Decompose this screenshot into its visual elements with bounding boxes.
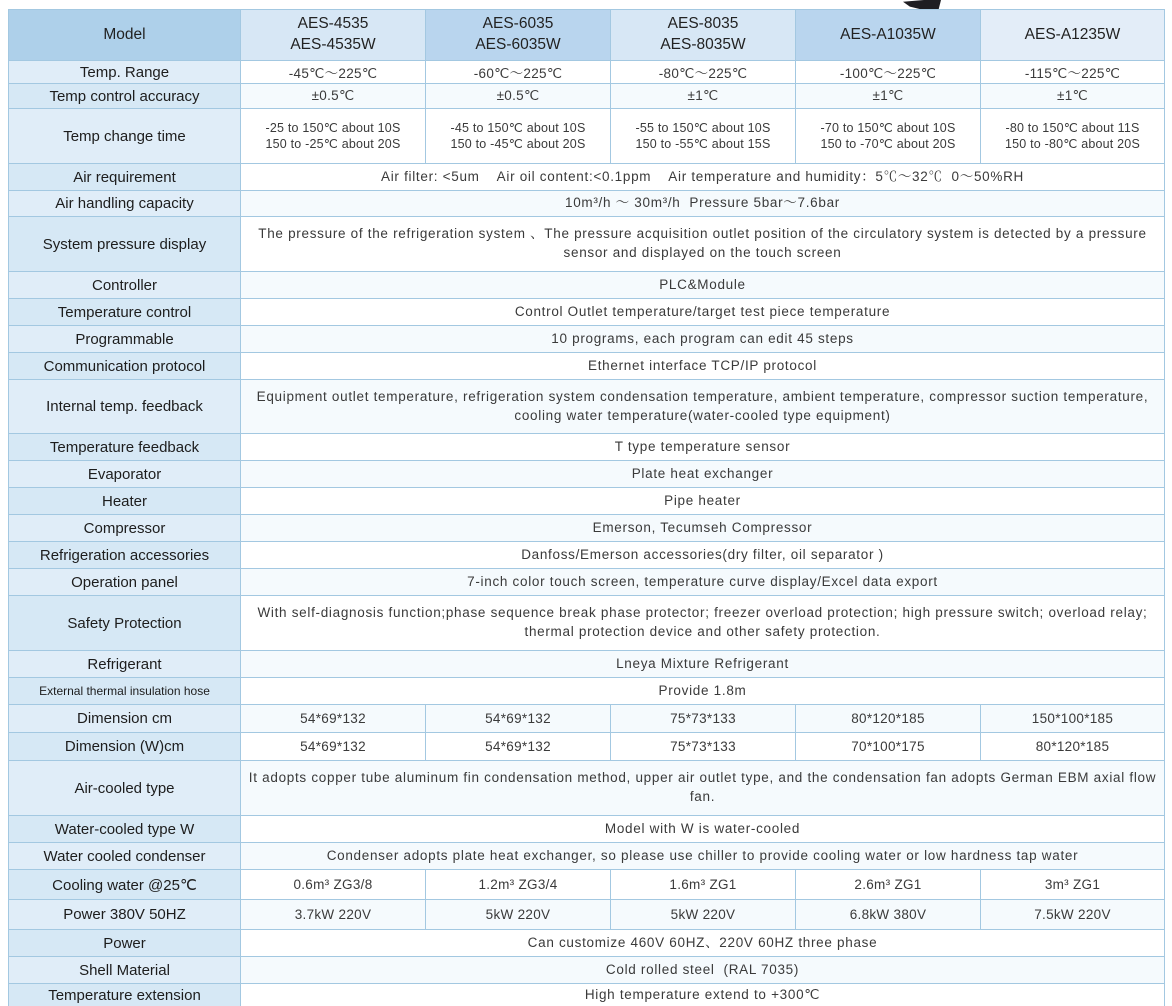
- cell-value: -115℃～225℃: [1024, 66, 1121, 81]
- row-shell-material: [9, 957, 1165, 984]
- cell-value: 3.7kW 220V: [294, 907, 372, 922]
- cell-value: Condenser adopts plate heat exchanger, so please use chiller to provide cooling water or low hardness tap water: [326, 847, 1079, 863]
- model-col-aes4535: [241, 10, 426, 61]
- cell-value: ±1℃: [872, 88, 904, 103]
- row-air-handling: [9, 191, 1165, 217]
- cell-value: 80*120*185: [1035, 739, 1110, 754]
- row-programmable: [9, 326, 1165, 353]
- cell-value: Model with W is water-cooled: [604, 820, 801, 836]
- row-label: Dimension cm: [9, 705, 241, 733]
- row-label: Power 380V 50HZ: [9, 900, 241, 930]
- row-label: Temperature control: [9, 299, 241, 326]
- cell-value: 75*73*133: [670, 711, 736, 726]
- cell-value: 80*120*185: [851, 711, 925, 726]
- cell-value: Danfoss/Emerson accessories(dry filter, oil separator ): [521, 546, 884, 562]
- cell-value: 5kW 220V: [670, 907, 736, 922]
- model-col-aes6035: [426, 10, 611, 61]
- row-temp-accuracy: [9, 84, 1165, 109]
- row-temperature-extension: [9, 984, 1165, 1006]
- cell-value: 70*100*175: [851, 739, 925, 754]
- row-temperature-feedback: [9, 434, 1165, 461]
- row-label: Temp change time: [9, 109, 241, 164]
- row-label: Communication protocol: [9, 353, 241, 380]
- row-label: Dimension (W)cm: [9, 733, 241, 761]
- cell-value: -60℃～225℃: [473, 66, 563, 81]
- cell-value: With self-diagnosis function;phase sequence break phase protector; freezer overload protection; high pressure switch; overload relay; thermal protection device and other safety protection.: [257, 605, 1152, 639]
- row-label: Air-cooled type: [9, 761, 241, 816]
- cell-value: 150*100*185: [1031, 711, 1114, 726]
- model-col-aesa1035w: [796, 10, 981, 61]
- cell-value-line: -80 to 150℃ about 11S: [1005, 120, 1140, 135]
- row-label: Refrigeration accessories: [9, 542, 241, 569]
- cell-value: 10 programs, each program can edit 45 steps: [551, 330, 854, 346]
- model-name: AES-6035W: [475, 36, 561, 53]
- cell-value: 2.6m³ ZG1: [854, 877, 922, 892]
- row-operation-panel: [9, 569, 1165, 596]
- cell-value: 54*69*132: [300, 711, 366, 726]
- row-communication-protocol: [9, 353, 1165, 380]
- row-air-cooled-type: [9, 761, 1165, 816]
- cell-value: -45℃～225℃: [288, 66, 378, 81]
- cell-value: Cold rolled steel (RAL 7035): [605, 961, 800, 977]
- row-label: Controller: [9, 272, 241, 299]
- model-col-aesa1235w: [981, 10, 1165, 61]
- row-system-pressure: [9, 217, 1165, 272]
- row-label: Power: [9, 930, 241, 957]
- model-name: AES-8035: [667, 15, 739, 33]
- cell-value: Plate heat exchanger: [631, 465, 774, 481]
- row-dimension-w-cm: [9, 733, 1165, 761]
- model-name: AES-A1235W: [1024, 25, 1121, 43]
- cell-value: T type temperature sensor: [614, 438, 791, 454]
- cell-value: ±1℃: [687, 88, 719, 103]
- row-label: Heater: [9, 488, 241, 515]
- spec-table: [8, 9, 1165, 1006]
- row-power: [9, 930, 1165, 957]
- cell-value: Ethernet interface TCP/IP protocol: [588, 357, 817, 373]
- cell-value: High temperature extend to +300℃: [584, 987, 821, 1003]
- model-name: AES-6035: [482, 15, 554, 33]
- row-label: Evaporator: [9, 461, 241, 488]
- model-name: AES-4535: [297, 15, 369, 33]
- cell-value: 10m³/h ～ 30m³/h Pressure 5bar～7.6bar: [564, 195, 840, 211]
- row-evaporator: [9, 461, 1165, 488]
- row-label: Refrigerant: [9, 651, 241, 678]
- cell-value: Equipment outlet temperature, refrigeration system condensation temperature, ambient temperature, compressor suction temperature, cooling water temperature(water-cooled type equipment): [256, 388, 1153, 423]
- row-label: Water cooled condenser: [9, 843, 241, 870]
- cell-value-line: 150 to -70℃ about 20S: [820, 137, 956, 151]
- row-label: Internal temp. feedback: [9, 380, 241, 434]
- row-water-cooled-type: [9, 816, 1165, 843]
- cell-value-line: -25 to 150℃ about 10S: [265, 120, 401, 135]
- row-label: Air requirement: [9, 164, 241, 191]
- row-cooling-water: [9, 870, 1165, 900]
- cell-value-line: 150 to -45℃ about 20S: [450, 137, 586, 151]
- cell-value: -80℃～225℃: [658, 66, 748, 81]
- cell-value: Control Outlet temperature/target test piece temperature: [514, 303, 891, 319]
- cell-value: 5kW 220V: [485, 907, 551, 922]
- row-external-hose: [9, 678, 1165, 705]
- cell-value: 3m³ ZG1: [1044, 877, 1101, 892]
- cell-value: 54*69*132: [485, 711, 551, 726]
- cell-value: -100℃～225℃: [839, 66, 937, 81]
- cell-value: ±0.5℃: [496, 88, 540, 103]
- row-label: Temp control accuracy: [9, 84, 241, 109]
- table-header-row: [9, 10, 1165, 61]
- row-temp-change-time: [9, 109, 1165, 164]
- cell-value: 54*69*132: [485, 739, 551, 754]
- cell-value: It adopts copper tube aluminum fin condensation method, upper air outlet type, and the condensation fan adopts German EBM axial flow fan.: [248, 770, 1161, 804]
- row-label: External thermal insulation hose: [9, 678, 241, 705]
- cell-value: ±0.5℃: [311, 88, 355, 103]
- cell-value: Air filter: <5um Air oil content:<0.1ppm Air temperature and humidity：5℃～32℃ 0～50%RH: [381, 168, 1024, 184]
- cell-value: 7.5kW 220V: [1034, 907, 1111, 922]
- row-label: Compressor: [9, 515, 241, 542]
- row-label: Water-cooled type W: [9, 816, 241, 843]
- cell-value-line: 150 to -25℃ about 20S: [265, 137, 401, 151]
- row-label: Operation panel: [9, 569, 241, 596]
- row-label: Temperature extension: [9, 984, 241, 1006]
- row-label: Cooling water @25℃: [9, 870, 241, 900]
- row-safety-protection: [9, 596, 1165, 651]
- row-label: Temperature feedback: [9, 434, 241, 461]
- model-header-label: Model: [9, 10, 241, 61]
- row-dimension-cm: [9, 705, 1165, 733]
- cell-value: The pressure of the refrigeration system 、The pressure acquisition outlet position of the circulatory system is detected by a pressure sensor and displayed on the touch screen: [258, 226, 1152, 260]
- cell-value-line: -45 to 150℃ about 10S: [450, 120, 586, 135]
- row-temp-range: [9, 61, 1165, 84]
- row-compressor: [9, 515, 1165, 542]
- cell-value-line: 150 to -80℃ about 20S: [1005, 137, 1140, 151]
- row-refrigeration-accessories: [9, 542, 1165, 569]
- cell-value: 54*69*132: [300, 739, 366, 754]
- row-label: Shell Material: [9, 957, 241, 984]
- row-label: Temp. Range: [9, 61, 241, 84]
- row-water-cooled-condenser: [9, 843, 1165, 870]
- cell-value: 0.6m³ ZG3/8: [293, 877, 373, 892]
- cell-value: Pipe heater: [664, 492, 741, 508]
- cell-value: 6.8kW 380V: [849, 907, 927, 922]
- cell-value: ±1℃: [1057, 88, 1088, 103]
- cell-value-line: -55 to 150℃ about 10S: [635, 120, 771, 135]
- model-col-aes8035: [611, 10, 796, 61]
- cell-value: 1.2m³ ZG3/4: [478, 877, 558, 892]
- row-heater: [9, 488, 1165, 515]
- cell-value: Emerson, Tecumseh Compressor: [592, 519, 813, 535]
- row-controller: [9, 272, 1165, 299]
- row-label: Air handling capacity: [9, 191, 241, 217]
- cell-value: Lneya Mixture Refrigerant: [616, 655, 789, 671]
- row-temperature-control: [9, 299, 1165, 326]
- cell-value: 75*73*133: [670, 739, 736, 754]
- cell-value: Can customize 460V 60HZ、220V 60HZ three phase: [527, 934, 878, 950]
- cell-value-line: -70 to 150℃ about 10S: [820, 120, 956, 135]
- cell-value: 1.6m³ ZG1: [669, 877, 737, 892]
- cell-value: PLC&Module: [659, 276, 746, 292]
- cell-value: 7-inch color touch screen, temperature curve display/Excel data export: [467, 573, 938, 589]
- model-name: AES-8035W: [660, 36, 746, 53]
- model-name: AES-A1035W: [840, 25, 936, 43]
- row-air-requirement: [9, 164, 1165, 191]
- row-refrigerant: [9, 651, 1165, 678]
- cell-value: Provide 1.8m: [658, 682, 747, 698]
- row-power-380v: [9, 900, 1165, 930]
- row-label: Safety Protection: [9, 596, 241, 651]
- cell-value-line: 150 to -55℃ about 15S: [635, 137, 771, 151]
- row-internal-temp-feedback: [9, 380, 1165, 434]
- row-label: System pressure display: [9, 217, 241, 272]
- model-name: AES-4535W: [290, 36, 376, 53]
- row-label: Programmable: [9, 326, 241, 353]
